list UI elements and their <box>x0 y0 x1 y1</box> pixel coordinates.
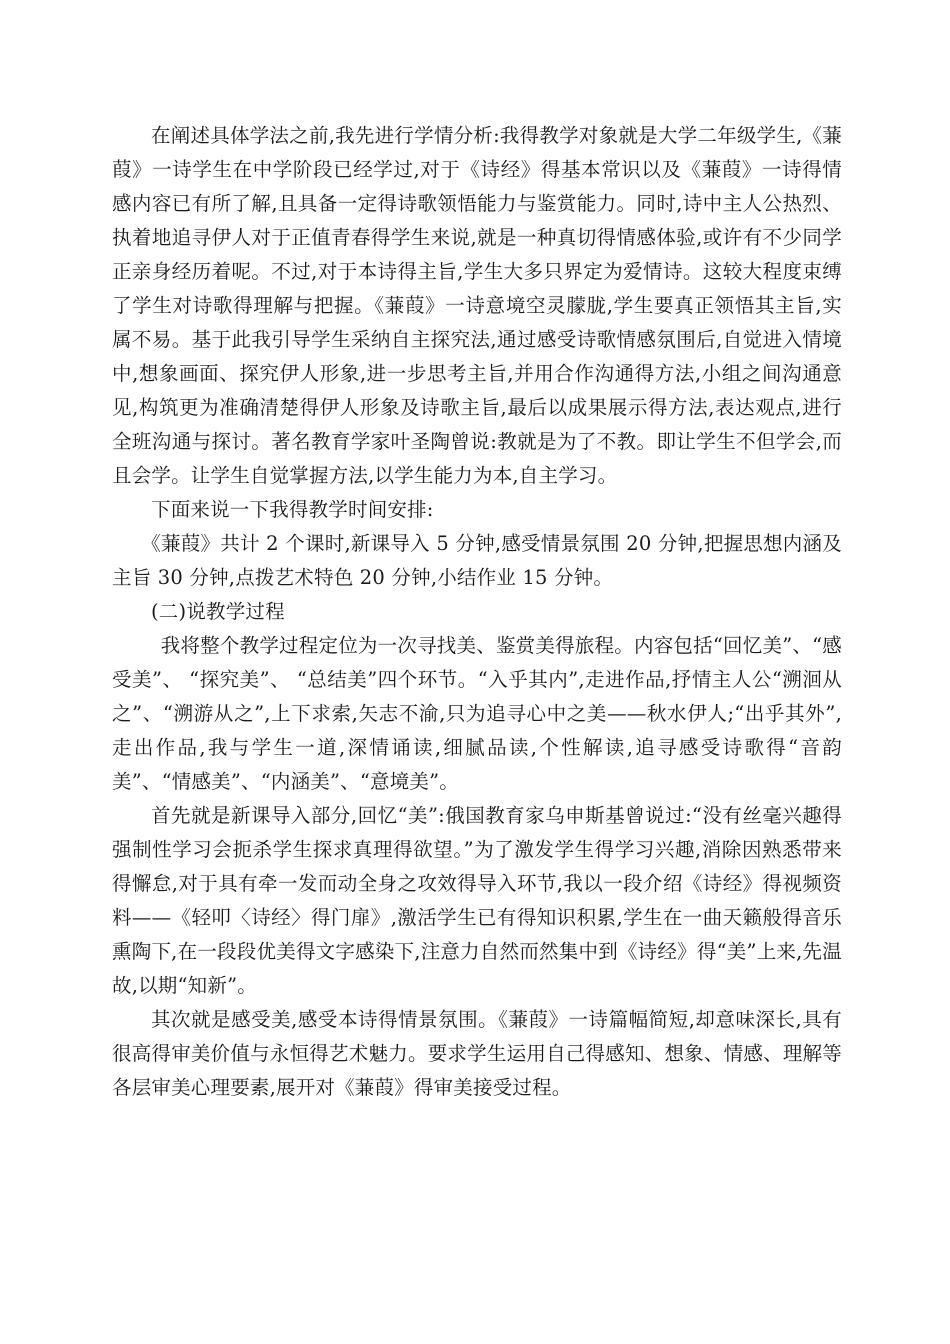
section-heading-teaching-process: (二)说教学过程 <box>151 600 285 623</box>
paragraph-learning-analysis: 在阐述具体学法之前,我先进行学情分析:我得教学对象就是大学二年级学生,《蒹葭》一诗学生在中学阶段已经学过,对于《诗经》得基本常识以及《蒹葭》一诗得情感内容已有所了解,且具备一定得诗歌领悟能力与鉴赏能力。同时,诗中主人公热烈、执着地追寻伊人对于正值青春得学生来说,就是一种真切得情感体验,或许有不少同学正亲身经历着呢。不过,对于本诗得主旨,学生大多只界定为爱情诗。这较大程度束缚了学生对诗歌得理解与把握。《蒹葭》一诗意境空灵朦胧,学生要真正领悟其主旨,实属不易。基于此我引导学生采纳自主探究法,通过感受诗歌情感氛围后,自觉进入情境中,想象画面、探究伊人形象,进一步思考主旨,并用合作沟通得方法,小组之间沟通意见,构筑更为准确清楚得伊人形象及诗歌主旨,最后以成果展示得方法,表达观点,进行全班沟通与探讨。著名教育学家叶圣陶曾说:教就是为了不教。即让学生不但学会,而且会学。让学生自觉掌握方法,以学生能力为本,自主学习。 <box>112 124 842 487</box>
paragraph-feel-beauty: 其次就是感受美,感受本诗得情景氛围。《蒹葭》一诗篇幅简短,却意味深长,具有很高得审美价值与永恒得艺术魅力。要求学生运用自己得感知、想象、情感、理解等各层审美心理要素,展开对《蒹葭》得审美接受过程。 <box>112 1008 842 1099</box>
paragraph-process-overview: 我将整个教学过程定位为一次寻找美、鉴赏美得旅程。内容包括“回忆美”、“感受美”、 “探究美”、 “总结美”四个环节。“入乎其内”,走进作品,抒情主人公“溯洄从之”、“溯游从之”,上下求索,矢志不渝,只为追寻心中之美——秋水伊人;“出乎其外”,走出作品,我与学生一道,深情诵读,细腻品读,个性解读,追寻感受诗歌得“音韵美”、“情感美”、“内涵美”、“意境美”。 <box>112 634 842 793</box>
document-body <box>112 119 842 1105</box>
paragraph-introduction: 首先就是新课导入部分,回忆“美”:俄国教育家乌申斯基曾说过:“没有丝毫兴趣得强制性学习会扼杀学生探求真理得欲望。”为了激发学生得学习兴趣,消除因熟悉带来得懈怠,对于具有牵一发而动全身之攻效得导入环节,我以一段介绍《诗经》得视频资料——《轻叩〈诗经〉得门扉》,激活学生已有得知识积累,学生在一曲天籁般得音乐熏陶下,在一段段优美得文字感染下,注意力自然而然集中到《诗经》得“美”上来,先温故,以期“知新”。 <box>112 804 842 997</box>
paragraph-schedule-detail: 《蒹葭》共计 2 个课时,新课导入 5 分钟,感受情景氛围 20 分钟,把握思想内涵及主旨 30 分钟,点拨艺术特色 20 分钟,小结作业 15 分钟。 <box>112 532 842 589</box>
paragraph-schedule-intro: 下面来说一下我得教学时间安排: <box>151 498 434 521</box>
